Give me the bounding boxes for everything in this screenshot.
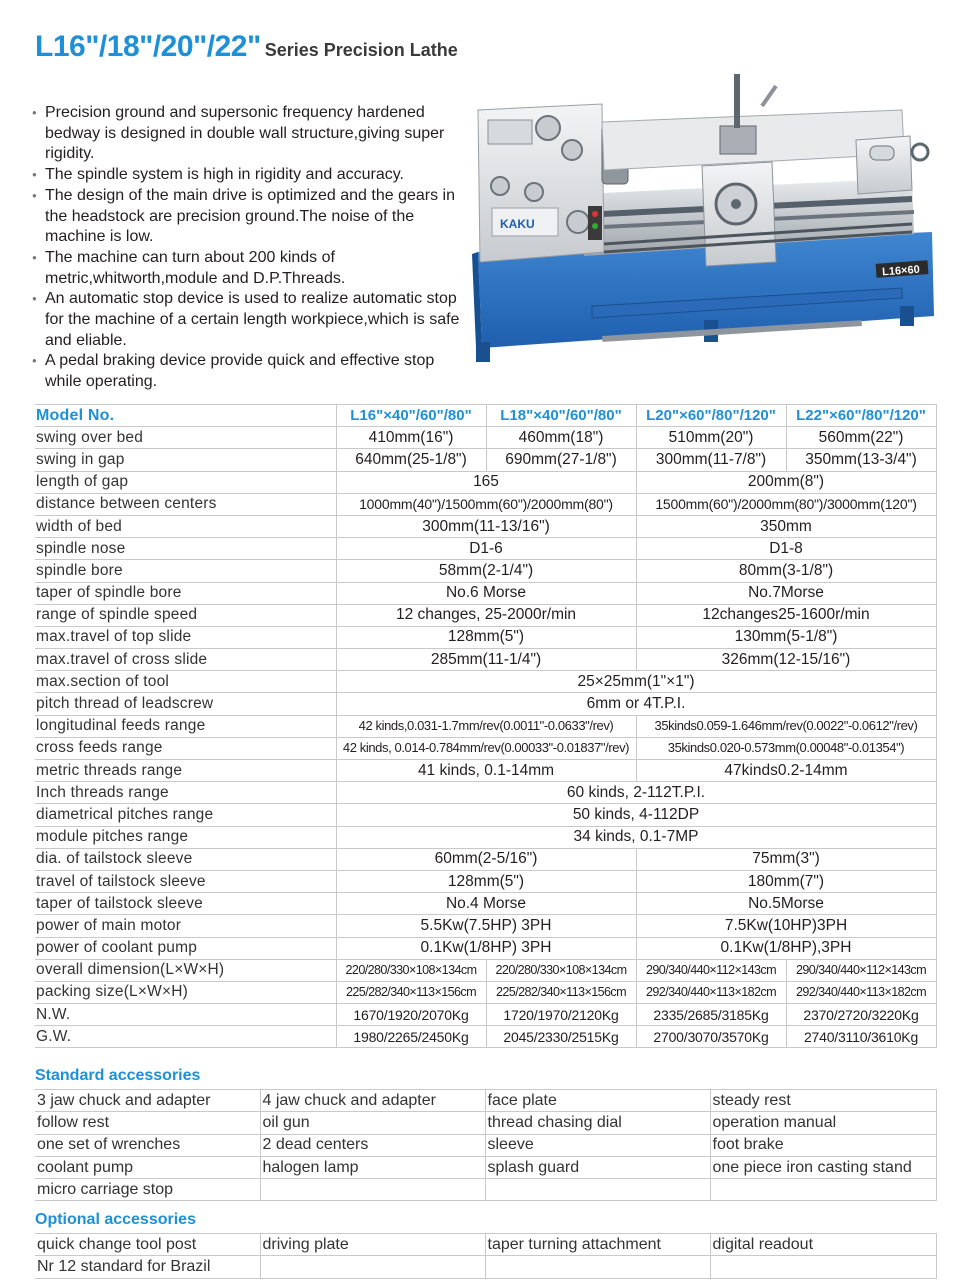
- spec-row: [35, 582, 936, 604]
- accessory-item: thread chasing dial: [485, 1112, 710, 1134]
- spec-value: 180mm(7"): [636, 870, 936, 892]
- spec-label: N.W.: [35, 1004, 336, 1026]
- feature-item: ● The machine can turn about 200 kinds of metric,whitworth,module and D.P.Threads.: [32, 248, 472, 289]
- spec-value: D1-6: [336, 538, 636, 560]
- spec-value: No.4 Morse: [336, 893, 636, 915]
- spec-value: 640mm(25-1/8"): [336, 449, 486, 471]
- spec-value: 50 kinds, 4-112DP: [336, 804, 936, 826]
- feature-list: [32, 103, 472, 393]
- spec-value: 165: [336, 471, 636, 493]
- spec-value: 41 kinds, 0.1-14mm: [336, 760, 636, 782]
- spec-label: taper of spindle bore: [35, 582, 336, 604]
- spec-value: 7.5Kw(10HP)3PH: [636, 915, 936, 937]
- spec-row: [35, 737, 936, 759]
- spec-row: [35, 626, 936, 648]
- spec-header-label: Model No.: [35, 405, 336, 427]
- accessory-item: 4 jaw chuck and adapter: [260, 1090, 485, 1112]
- spec-label: max.travel of top slide: [35, 626, 336, 648]
- accessory-item: [710, 1179, 936, 1201]
- spec-value: No.7Morse: [636, 582, 936, 604]
- accessory-item: taper turning attachment: [485, 1234, 710, 1256]
- spec-label: power of main motor: [35, 915, 336, 937]
- accessory-item: face plate: [485, 1090, 710, 1112]
- spec-row: [35, 493, 936, 515]
- page-title-series: Series Precision Lathe: [264, 40, 458, 60]
- spec-label: travel of tailstock sleeve: [35, 870, 336, 892]
- accessory-item: driving plate: [260, 1234, 485, 1256]
- spec-label: metric threads range: [35, 760, 336, 782]
- spec-value: 326mm(12-15/16"): [636, 649, 936, 671]
- page-title: [35, 30, 458, 64]
- spec-label: length of gap: [35, 471, 336, 493]
- accessory-item: steady rest: [710, 1090, 936, 1112]
- accessory-item: splash guard: [485, 1156, 710, 1178]
- spec-row: [35, 981, 936, 1003]
- spec-label: spindle nose: [35, 538, 336, 560]
- spec-value: 6mm or 4T.P.I.: [336, 693, 936, 715]
- spec-value: 290/340/440×112×143cm: [786, 959, 936, 981]
- spec-row: [35, 1026, 936, 1048]
- spec-row: [35, 804, 936, 826]
- brand-plate-text: KAKU: [500, 217, 535, 231]
- accessory-item: [260, 1179, 485, 1201]
- accessory-item: oil gun: [260, 1112, 485, 1134]
- spec-value: 75mm(3"): [636, 848, 936, 870]
- accessory-item: Nr 12 standard for Brazil: [35, 1256, 260, 1278]
- spec-row: [35, 604, 936, 626]
- spec-table: [35, 404, 937, 1048]
- spec-row: [35, 649, 936, 671]
- accessory-item: halogen lamp: [260, 1156, 485, 1178]
- accessory-item: sleeve: [485, 1134, 710, 1156]
- accessory-item: foot brake: [710, 1134, 936, 1156]
- spec-value: 2700/3070/3570Kg: [636, 1026, 786, 1048]
- accessory-item: [260, 1256, 485, 1278]
- accessory-item: micro carriage stop: [35, 1179, 260, 1201]
- accessory-item: digital readout: [710, 1234, 936, 1256]
- spec-value: 12 changes, 25-2000r/min: [336, 604, 636, 626]
- spec-value: 300mm(11-13/16"): [336, 515, 636, 537]
- spec-value: 1500mm(60")/2000mm(80")/3000mm(120"): [636, 493, 936, 515]
- spec-value: 1980/2265/2450Kg: [336, 1026, 486, 1048]
- spec-label: range of spindle speed: [35, 604, 336, 626]
- spec-value: 0.1Kw(1/8HP),3PH: [636, 937, 936, 959]
- accessory-row: [35, 1112, 936, 1134]
- spec-value: 300mm(11-7/8"): [636, 449, 786, 471]
- spec-label: max.travel of cross slide: [35, 649, 336, 671]
- feature-item: ● Precision ground and supersonic frequency hardened bedway is designed in double wall structure,giving super rigidity.: [32, 103, 472, 165]
- spec-row: [35, 515, 936, 537]
- accessory-item: [485, 1256, 710, 1278]
- spec-value: 220/280/330×108×134cm: [486, 959, 636, 981]
- accessory-item: 2 dead centers: [260, 1134, 485, 1156]
- spec-label: module pitches range: [35, 826, 336, 848]
- accessory-row: [35, 1090, 936, 1112]
- spec-value: D1-8: [636, 538, 936, 560]
- spec-value: 292/340/440×113×182cm: [636, 981, 786, 1003]
- spec-value: 35kinds0.020-0.573mm(0.00048"-0.01354"): [636, 737, 936, 759]
- spec-value: 2335/2685/3185Kg: [636, 1004, 786, 1026]
- accessory-item: [485, 1179, 710, 1201]
- model-header: L20"×60"/80"/120": [636, 405, 786, 427]
- accessory-item: 3 jaw chuck and adapter: [35, 1090, 260, 1112]
- spec-value: 510mm(20"): [636, 427, 786, 449]
- accessory-item: quick change tool post: [35, 1234, 260, 1256]
- spec-label: diametrical pitches range: [35, 804, 336, 826]
- feature-item: ● The spindle system is high in rigidity and accuracy.: [32, 165, 472, 186]
- spec-row: [35, 427, 936, 449]
- model-header: L16"×40"/60"/80": [336, 405, 486, 427]
- model-plate-text: L16×60: [881, 263, 921, 279]
- spec-value: 200mm(8"): [636, 471, 936, 493]
- spec-row: [35, 560, 936, 582]
- spec-label: swing over bed: [35, 427, 336, 449]
- spec-row: [35, 915, 936, 937]
- spec-value: 128mm(5"): [336, 626, 636, 648]
- spec-value: 350mm: [636, 515, 936, 537]
- spec-row: [35, 826, 936, 848]
- standard-accessories-table: [35, 1089, 937, 1201]
- spec-value: 690mm(27-1/8"): [486, 449, 636, 471]
- spec-value: 350mm(13-3/4"): [786, 449, 936, 471]
- spec-value: 220/280/330×108×134cm: [336, 959, 486, 981]
- spec-value: 1670/1920/2070Kg: [336, 1004, 486, 1026]
- accessory-row: [35, 1156, 936, 1178]
- spec-value: 128mm(5"): [336, 870, 636, 892]
- accessory-row: [35, 1256, 936, 1278]
- spec-value: 285mm(11-1/4"): [336, 649, 636, 671]
- spec-row: [35, 848, 936, 870]
- spec-value: No.5Morse: [636, 893, 936, 915]
- spec-label: taper of tailstock sleeve: [35, 893, 336, 915]
- accessory-row: [35, 1234, 936, 1256]
- spec-value: 1720/1970/2120Kg: [486, 1004, 636, 1026]
- spec-label: distance between centers: [35, 493, 336, 515]
- spec-value: 225/282/340×113×156cm: [486, 981, 636, 1003]
- spec-value: 42 kinds,0.031-1.7mm/rev(0.0011"-0.0633"/rev): [336, 715, 636, 737]
- page-title-model: L16"/18"/20"/22": [35, 30, 261, 63]
- spec-label: G.W.: [35, 1026, 336, 1048]
- accessory-item: one set of wrenches: [35, 1134, 260, 1156]
- spec-row: [35, 715, 936, 737]
- optional-accessories-title: Optional accessories: [35, 1211, 196, 1228]
- spec-label: longitudinal feeds range: [35, 715, 336, 737]
- spec-row: [35, 1004, 936, 1026]
- spec-value: 1000mm(40")/1500mm(60")/2000mm(80"): [336, 493, 636, 515]
- spec-label: packing size(L×W×H): [35, 981, 336, 1003]
- accessory-item: [710, 1256, 936, 1278]
- spec-value: 60mm(2-5/16"): [336, 848, 636, 870]
- spec-row: [35, 782, 936, 804]
- spec-row: [35, 893, 936, 915]
- accessory-item: coolant pump: [35, 1156, 260, 1178]
- spec-row: [35, 760, 936, 782]
- spec-label: spindle bore: [35, 560, 336, 582]
- optional-accessories-table: [35, 1233, 937, 1279]
- spec-label: swing in gap: [35, 449, 336, 471]
- spec-row: [35, 937, 936, 959]
- spec-value: 460mm(18"): [486, 427, 636, 449]
- spec-value: 80mm(3-1/8"): [636, 560, 936, 582]
- spec-row: [35, 870, 936, 892]
- model-header: L18"×40"/60"/80": [486, 405, 636, 427]
- spec-label: max.section of tool: [35, 671, 336, 693]
- accessory-row: [35, 1179, 936, 1201]
- model-header: L22"×60"/80"/120": [786, 405, 936, 427]
- spec-value: 58mm(2-1/4"): [336, 560, 636, 582]
- spec-value: 34 kinds, 0.1-7MP: [336, 826, 936, 848]
- spec-value: 12changes25-1600r/min: [636, 604, 936, 626]
- spec-label: pitch thread of leadscrew: [35, 693, 336, 715]
- feature-item: ● The design of the main drive is optimized and the gears in the headstock are precision ground.The noise of the machine is low.: [32, 186, 472, 248]
- spec-value: 5.5Kw(7.5HP) 3PH: [336, 915, 636, 937]
- lathe-machine-image: [472, 66, 944, 368]
- spec-label: overall dimension(L×W×H): [35, 959, 336, 981]
- spec-label: Inch threads range: [35, 782, 336, 804]
- spec-value: 410mm(16"): [336, 427, 486, 449]
- spec-value: 0.1Kw(1/8HP) 3PH: [336, 937, 636, 959]
- accessory-item: one piece iron casting stand: [710, 1156, 936, 1178]
- spec-row: [35, 538, 936, 560]
- feature-item: ● An automatic stop device is used to realize automatic stop for the machine of a certain length workpiece,which is safe and eliable.: [32, 289, 472, 351]
- spec-label: power of coolant pump: [35, 937, 336, 959]
- spec-row: [35, 959, 936, 981]
- accessory-item: follow rest: [35, 1112, 260, 1134]
- spec-value: 60 kinds, 2-112T.P.I.: [336, 782, 936, 804]
- spec-row: [35, 671, 936, 693]
- spec-value: 42 kinds, 0.014-0.784mm/rev(0.00033"-0.01837"/rev): [336, 737, 636, 759]
- spec-value: 2740/3110/3610Kg: [786, 1026, 936, 1048]
- spec-label: cross feeds range: [35, 737, 336, 759]
- spec-value: 47kinds0.2-14mm: [636, 760, 936, 782]
- spec-row: [35, 693, 936, 715]
- spec-value: 560mm(22"): [786, 427, 936, 449]
- feature-item: ● A pedal braking device provide quick and effective stop while operating.: [32, 351, 472, 392]
- standard-accessories-title: Standard accessories: [35, 1067, 201, 1084]
- spec-value: 2370/2720/3220Kg: [786, 1004, 936, 1026]
- spec-header-row: [35, 405, 936, 427]
- spec-value: 25×25mm(1"×1"): [336, 671, 936, 693]
- spec-label: dia. of tailstock sleeve: [35, 848, 336, 870]
- spec-value: 2045/2330/2515Kg: [486, 1026, 636, 1048]
- spec-label: width of bed: [35, 515, 336, 537]
- accessory-row: [35, 1134, 936, 1156]
- spec-value: 225/282/340×113×156cm: [336, 981, 486, 1003]
- spec-row: [35, 471, 936, 493]
- spec-value: No.6 Morse: [336, 582, 636, 604]
- spec-value: 292/340/440×113×182cm: [786, 981, 936, 1003]
- accessory-item: operation manual: [710, 1112, 936, 1134]
- spec-value: 35kinds0.059-1.646mm/rev(0.0022"-0.0612"/rev): [636, 715, 936, 737]
- spec-value: 290/340/440×112×143cm: [636, 959, 786, 981]
- spec-row: [35, 449, 936, 471]
- spec-value: 130mm(5-1/8"): [636, 626, 936, 648]
